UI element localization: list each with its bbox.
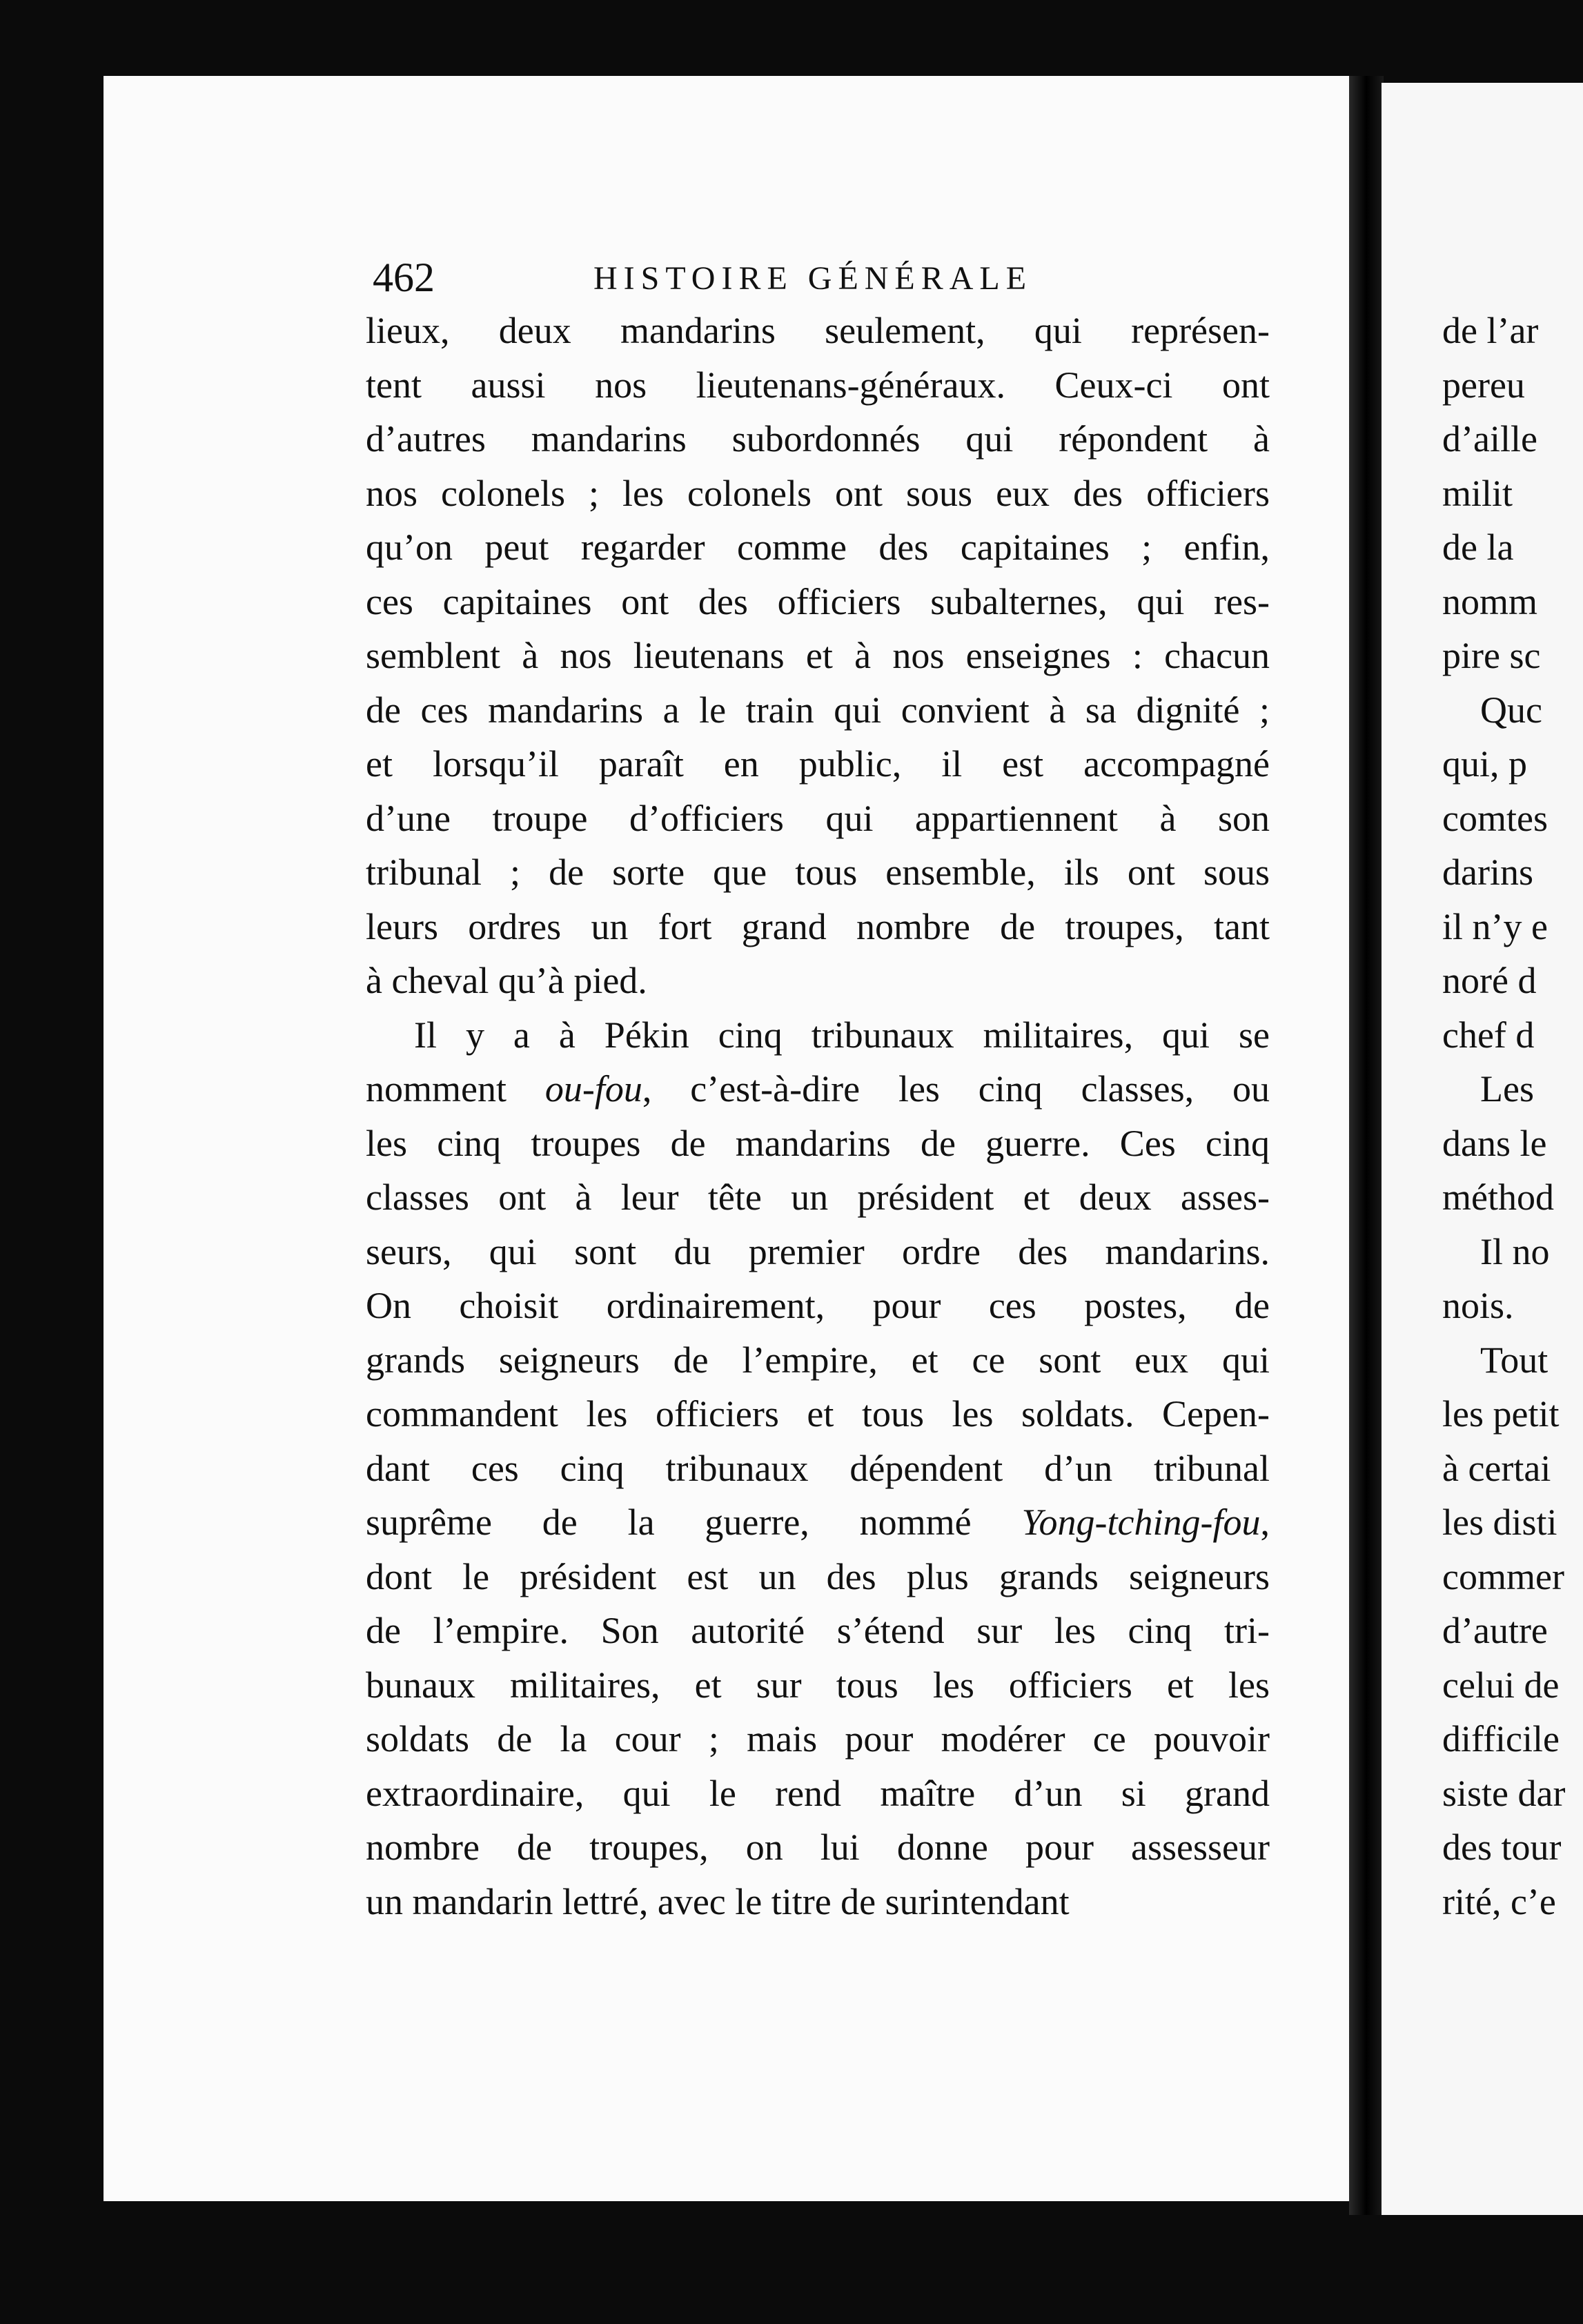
book-gutter [1349,76,1384,2215]
text-line: un mandarin lettré, avec le titre de surintendant [366,1880,1070,1922]
opposite-text-line: qui, p [1442,743,1528,785]
body-text [366,304,1270,1929]
opposite-text-line: darins [1442,851,1533,893]
running-title: HISTOIRE GÉNÉRALE [593,260,1033,297]
text-line: ces capitaines ont des officiers subalternes, qui res- [366,580,1270,622]
text-line: d’une troupe d’officiers qui appartiennent à son [366,797,1270,839]
text-line: leurs ordres un fort grand nombre de troupes, tant [366,905,1270,947]
opposite-text-line: il n’y e [1442,905,1548,947]
opposite-text-line: chef d [1442,1014,1535,1056]
text-line: tribunal ; de sorte que tous ensemble, ils ont sous [366,851,1270,893]
text-line: On choisit ordinairement, pour ces postes, de [366,1285,1270,1326]
opposite-text-line: celui de [1442,1664,1560,1706]
text-line: soldats de la cour ; mais pour modérer ce pouvoir [366,1718,1270,1760]
opposite-text-line: nomm [1442,580,1538,622]
opposite-text-line: de la [1442,526,1514,568]
text-line: Il y a à Pékin cinq tribunaux militaires, qui se [414,1014,1270,1056]
text-line: dont le président est un des plus grands seigneurs [366,1555,1270,1597]
text-line: lieux, deux mandarins seulement, qui représen- [366,310,1270,351]
opposite-text-line: nois. [1442,1285,1514,1326]
opposite-text-line: des tour [1442,1826,1562,1868]
text-line: nomment ou-fou, c’est-à-dire les cinq classes, ou [366,1068,1270,1110]
text-line: dant ces cinq tribunaux dépendent d’un tribunal [366,1447,1270,1489]
opposite-page-text [1442,304,1583,1929]
opposite-text-line: Tout [1480,1339,1548,1381]
opposite-text-line: Les [1480,1068,1534,1110]
opposite-text-line: siste dar [1442,1772,1566,1814]
text-line: à cheval qu’à pied. [366,960,647,1001]
text-line: de l’empire. Son autorité s’étend sur les cinq tri- [366,1610,1270,1651]
opposite-text-line: rité, c’e [1442,1880,1556,1922]
opposite-text-line: pereu [1442,364,1525,406]
opposite-text-line: les petit [1442,1393,1560,1435]
opposite-text-line: d’autre [1442,1610,1548,1651]
opposite-text-line: Quc [1480,689,1542,731]
opposite-text-line: noré d [1442,960,1537,1001]
text-line: commandent les officiers et tous les soldats. Cepen- [366,1393,1270,1435]
text-line: nombre de troupes, on lui donne pour assesseur [366,1826,1270,1868]
page-header [373,254,1284,302]
opposite-text-line: d’aille [1442,418,1537,460]
text-line: d’autres mandarins subordonnés qui répondent à [366,418,1270,460]
text-line: extraordinaire, qui le rend maître d’un si grand [366,1772,1270,1814]
text-line: bunaux militaires, et sur tous les officiers et les [366,1664,1270,1706]
opposite-text-line: pire sc [1442,635,1541,676]
text-line: et lorsqu’il paraît en public, il est accompagné [366,743,1270,785]
text-line: semblent à nos lieutenans et à nos enseignes : chacun [366,635,1270,676]
text-line: classes ont à leur tête un président et deux asses- [366,1176,1270,1218]
opposite-text-line: les disti [1442,1501,1557,1543]
page-number: 462 [373,255,435,300]
text-line: tent aussi nos lieutenans-généraux. Ceux-ci ont [366,364,1270,406]
opposite-text-line: méthod [1442,1176,1554,1218]
text-line: seurs, qui sont du premier ordre des mandarins. [366,1230,1270,1272]
text-line: de ces mandarins a le train qui convient à sa dignité ; [366,689,1270,731]
opposite-text-line: Il no [1480,1230,1550,1272]
opposite-text-line: milit [1442,472,1513,514]
opposite-text-line: commer [1442,1555,1564,1597]
text-line: qu’on peut regarder comme des capitaines ; enfin, [366,526,1270,568]
italic-term: ou-fou [544,1068,642,1110]
opposite-text-line: de l’ar [1442,310,1539,351]
text-line: suprême de la guerre, nommé Yong-tching-fou, [366,1501,1270,1543]
text-line: grands seigneurs de l’empire, et ce sont eux qui [366,1339,1270,1381]
text-line: nos colonels ; les colonels ont sous eux des officiers [366,472,1270,514]
text-line: les cinq troupes de mandarins de guerre. Ces cinq [366,1122,1270,1164]
opposite-text-line: comtes [1442,797,1548,839]
opposite-text-line: difficile [1442,1718,1560,1760]
italic-term: Yong-tching-fou [1021,1501,1261,1543]
opposite-text-line: à certai [1442,1447,1551,1489]
opposite-text-line: dans le [1442,1122,1547,1164]
